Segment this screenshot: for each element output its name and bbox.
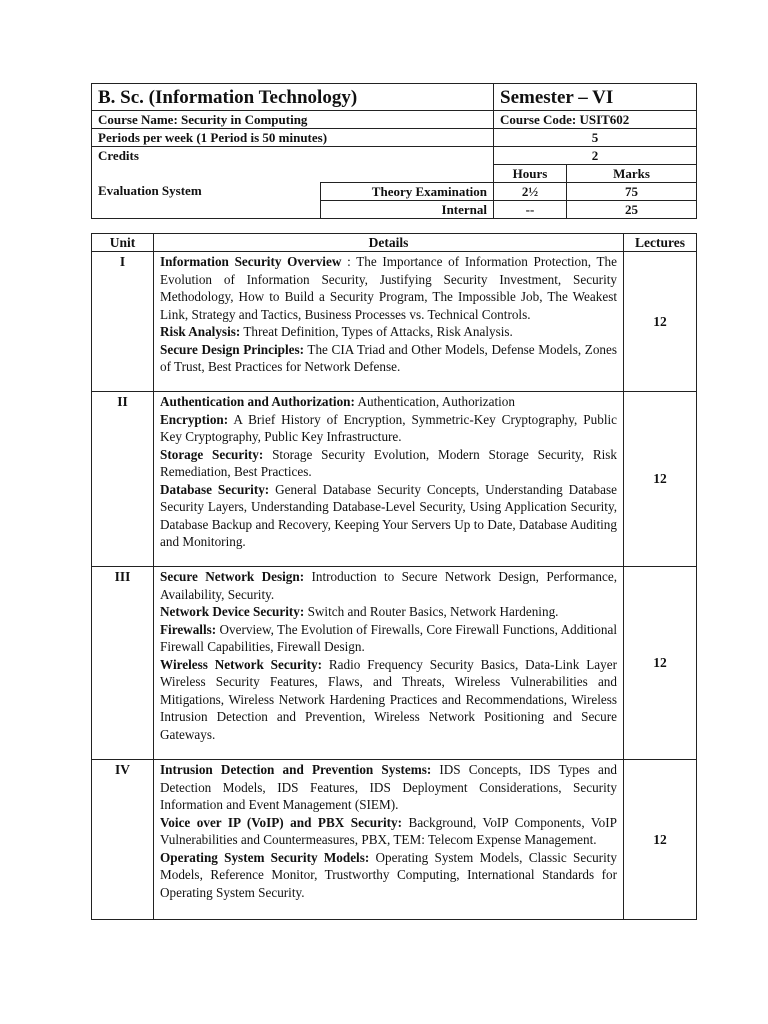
topic-title: Risk Analysis: (160, 324, 241, 339)
syllabus-table (91, 233, 697, 920)
topic-text: Storage Security Evolution, Modern Storage Security, Risk Remediation, Best Practices. (160, 446, 617, 479)
topic-title: Storage Security: (160, 446, 264, 462)
topic-title: Encryption: (160, 411, 229, 427)
credits-value: 2 (494, 147, 697, 165)
topic-text: Background, VoIP Components, VoIP Vulnerabilities and Countermeasures, PBX, TEM: Telecom Expense Management. (160, 814, 617, 847)
unit-details (154, 252, 624, 392)
internal-hours: -- (494, 201, 567, 219)
lectures-column-header: Lectures (624, 234, 697, 252)
topic-title: Intrusion Detection and Prevention Systems: (160, 762, 432, 777)
topic-title: Authentication and Authorization: (160, 394, 355, 409)
evaluation-system-label: Evaluation System (92, 183, 321, 219)
topic-text: Switch and Router Basics, Network Hardening. (304, 604, 559, 619)
unit-row-2 (92, 392, 697, 567)
lecture-count: 12 (624, 252, 697, 392)
topic-title: Information Security Overview (160, 254, 342, 269)
course-info-table (91, 83, 697, 219)
periods-value: 5 (494, 129, 697, 147)
topic-title: Wireless Network Security: (160, 656, 322, 672)
unit-row-1 (92, 252, 697, 392)
topic-text: A Brief History of Encryption, Symmetric-Key Cryptography, Public Key Cryptography, Public Key Infrastructure. (160, 411, 617, 444)
lecture-count: 12 (624, 567, 697, 760)
unit-row-3 (92, 567, 697, 760)
topic-title: Network Device Security: (160, 604, 305, 619)
unit-number: IV (92, 760, 154, 920)
topic-title: Database Security: (160, 481, 270, 497)
internal-label: Internal (321, 201, 494, 219)
details-column-header: Details (154, 234, 624, 252)
theory-hours: 2½ (494, 183, 567, 201)
topic-text: Overview, The Evolution of Firewalls, Core Firewall Functions, Additional Firewall Capabilities, Firewall Design. (160, 621, 617, 654)
topic-title: Secure Design Principles: (160, 341, 305, 357)
internal-marks: 25 (567, 201, 697, 219)
topic-title: Firewalls: (160, 621, 217, 637)
unit-details (154, 760, 624, 920)
lecture-count: 12 (624, 392, 697, 567)
credits-label: Credits (92, 147, 494, 165)
unit-number: I (92, 252, 154, 392)
topic-text: : The Importance of Information Protection, The Evolution of Information Security, Justifying Security Investment, Security Methodology, How to Build a Security Program, The Impossible Job, The Weakest Link, Strategy and Tactics, Business Processes vs. Technical Controls. (160, 254, 618, 322)
topic-text: The CIA Triad and Other Models, Defense Models, Zones of Trust, Best Practices for Network Defense. (160, 341, 617, 374)
unit-number: III (92, 567, 154, 760)
topic-text: General Database Security Concepts, Understanding Database Security Layers, Understanding Database-Level Security, Using Application Security, Database Backup and Recovery, Keeping Your Servers Up to Date, Database Auditing and Monitoring. (160, 481, 617, 549)
unit-details (154, 567, 624, 760)
lecture-count: 12 (624, 760, 697, 920)
programme-title: B. Sc. (Information Technology) (92, 84, 494, 111)
topic-text: Operating System Models, Classic Security Models, Reference Monitor, Trustworthy Computing, International Standards for Operating System Security. (160, 849, 617, 900)
course-name: Course Name: Security in Computing (92, 111, 494, 129)
unit-row-4 (92, 760, 697, 920)
unit-column-header: Unit (92, 234, 154, 252)
topic-title: Voice over IP (VoIP) and PBX Security: (160, 814, 403, 830)
marks-header: Marks (567, 165, 697, 183)
unit-details (154, 392, 624, 567)
theory-marks: 75 (567, 183, 697, 201)
periods-label: Periods per week (1 Period is 50 minutes) (92, 129, 494, 147)
topic-text: IDS Concepts, IDS Types and Detection Models, IDS Features, IDS Deployment Considerations, Security Information and Event Management (SIEM). (160, 762, 618, 812)
blank-cell (92, 165, 494, 183)
course-code: Course Code: USIT602 (494, 111, 697, 129)
topic-text: Threat Definition, Types of Attacks, Risk Analysis. (240, 324, 513, 339)
topic-text: Introduction to Secure Network Design, Performance, Availability, Security. (160, 569, 617, 602)
topic-text: Radio Frequency Security Basics, Data-Link Layer Wireless Security Features, Flaws, and Threats, Wireless Vulnerabilities and Mitigations, Wireless Network Hardening Practices and Recommendations, Wireless Intrusion Detection and Prevention, Wireless Network Positioning and Secure Gateways. (160, 656, 617, 742)
topic-title: Operating System Security Models: (160, 849, 370, 865)
hours-header: Hours (494, 165, 567, 183)
unit-number: II (92, 392, 154, 567)
topic-title: Secure Network Design: (160, 569, 305, 584)
semester-label: Semester – VI (494, 84, 697, 111)
topic-text: Authentication, Authorization (354, 394, 515, 409)
theory-exam-label: Theory Examination (321, 183, 494, 201)
